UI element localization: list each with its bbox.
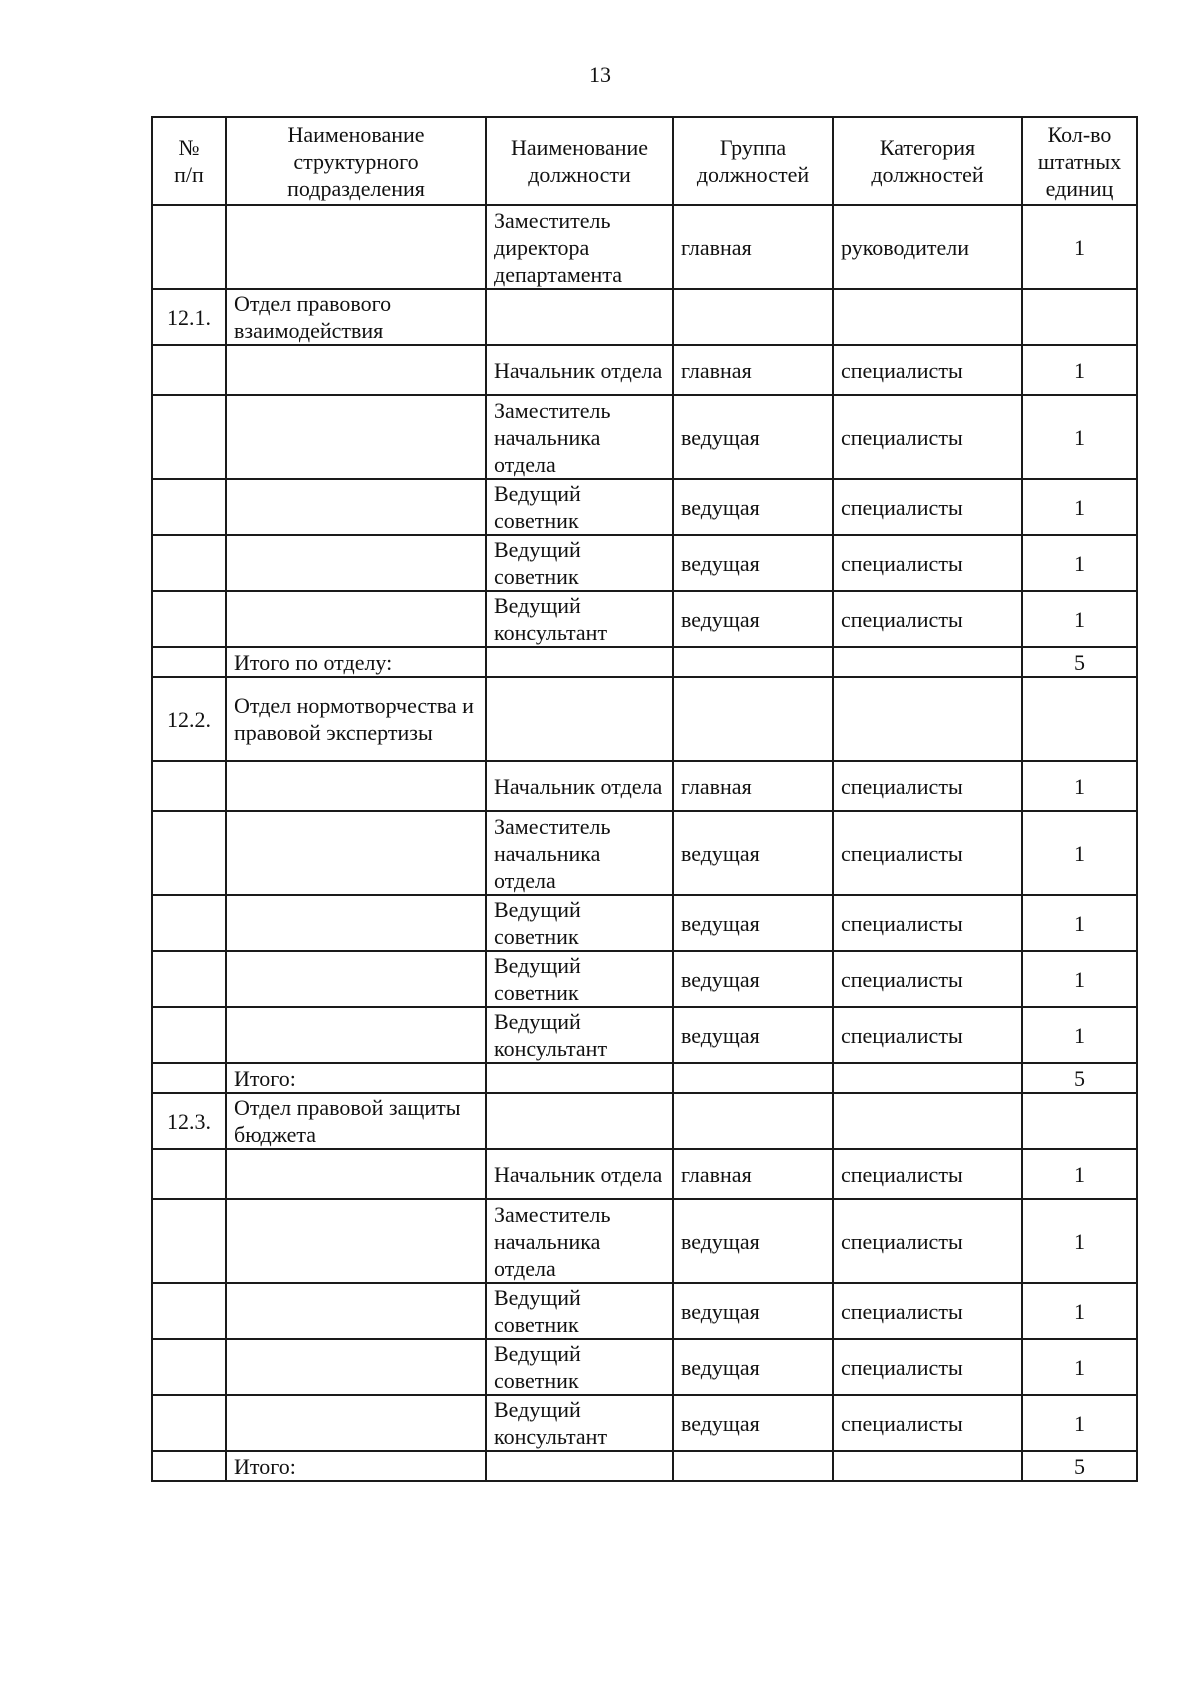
row-category: специалисты [833, 1283, 1022, 1339]
table-row [152, 1007, 1137, 1063]
row-position: Заместитель начальника отдела [486, 1199, 673, 1283]
table-row [152, 205, 1137, 289]
section-empty [673, 677, 833, 761]
row-position: Начальник отдела [486, 1149, 673, 1199]
total-num-empty [152, 1451, 226, 1481]
total-empty [486, 1063, 673, 1093]
row-group: ведущая [673, 395, 833, 479]
section-num: 12.3. [152, 1093, 226, 1149]
row-position: Ведущий консультант [486, 1395, 673, 1451]
header-category: Категория должностей [833, 117, 1022, 205]
table-row [152, 591, 1137, 647]
row-num [152, 895, 226, 951]
row-position: Заместитель начальника отдела [486, 811, 673, 895]
row-group: ведущая [673, 1007, 833, 1063]
header-group: Группа должностей [673, 117, 833, 205]
row-count: 1 [1022, 395, 1137, 479]
row-unit [226, 895, 486, 951]
table-body [152, 205, 1137, 1481]
row-category: специалисты [833, 395, 1022, 479]
row-group: ведущая [673, 1339, 833, 1395]
section-empty [1022, 677, 1137, 761]
row-category: специалисты [833, 535, 1022, 591]
section-row [152, 289, 1137, 345]
row-group: ведущая [673, 1395, 833, 1451]
row-num [152, 811, 226, 895]
row-position: Ведущий советник [486, 1339, 673, 1395]
total-empty [673, 1063, 833, 1093]
table-row [152, 1199, 1137, 1283]
row-count: 1 [1022, 761, 1137, 811]
row-group: главная [673, 345, 833, 395]
table-row [152, 1395, 1137, 1451]
total-empty [833, 1451, 1022, 1481]
section-empty [486, 1093, 673, 1149]
row-count: 1 [1022, 895, 1137, 951]
total-count: 5 [1022, 1063, 1137, 1093]
row-category: специалисты [833, 479, 1022, 535]
row-position: Начальник отдела [486, 345, 673, 395]
total-row [152, 647, 1137, 677]
row-num [152, 951, 226, 1007]
total-label: Итого по отделу: [226, 647, 486, 677]
row-unit [226, 395, 486, 479]
page-number: 13 [589, 62, 611, 87]
row-unit [226, 205, 486, 289]
row-count: 1 [1022, 205, 1137, 289]
row-position: Ведущий советник [486, 1283, 673, 1339]
row-unit [226, 345, 486, 395]
total-num-empty [152, 1063, 226, 1093]
section-empty [833, 677, 1022, 761]
table-row [152, 761, 1137, 811]
row-category: руководители [833, 205, 1022, 289]
section-empty [1022, 289, 1137, 345]
section-title: Отдел правового взаимодействия [226, 289, 486, 345]
table-row [152, 895, 1137, 951]
row-count: 1 [1022, 591, 1137, 647]
row-group: главная [673, 1149, 833, 1199]
section-empty [486, 677, 673, 761]
table-row [152, 535, 1137, 591]
total-label: Итого: [226, 1063, 486, 1093]
row-category: специалисты [833, 811, 1022, 895]
section-row [152, 677, 1137, 761]
row-position: Ведущий консультант [486, 591, 673, 647]
row-category: специалисты [833, 345, 1022, 395]
section-empty [833, 289, 1022, 345]
row-group: ведущая [673, 811, 833, 895]
row-num [152, 479, 226, 535]
total-empty [673, 1451, 833, 1481]
row-group: ведущая [673, 951, 833, 1007]
section-empty [1022, 1093, 1137, 1149]
section-empty [673, 289, 833, 345]
row-unit [226, 1339, 486, 1395]
row-position: Ведущий советник [486, 895, 673, 951]
table-header-row [152, 117, 1137, 205]
row-count: 1 [1022, 1199, 1137, 1283]
total-num-empty [152, 647, 226, 677]
total-empty [833, 647, 1022, 677]
row-unit [226, 811, 486, 895]
total-count: 5 [1022, 1451, 1137, 1481]
row-category: специалисты [833, 591, 1022, 647]
section-empty [486, 289, 673, 345]
row-group: ведущая [673, 895, 833, 951]
row-category: специалисты [833, 951, 1022, 1007]
row-unit [226, 1007, 486, 1063]
section-title: Отдел правовой защиты бюджета [226, 1093, 486, 1149]
section-row [152, 1093, 1137, 1149]
row-count: 1 [1022, 1149, 1137, 1199]
row-position: Заместитель директора департамента [486, 205, 673, 289]
total-empty [833, 1063, 1022, 1093]
row-category: специалисты [833, 761, 1022, 811]
total-row [152, 1451, 1137, 1481]
row-position: Ведущий консультант [486, 1007, 673, 1063]
table-row [152, 951, 1137, 1007]
row-category: специалисты [833, 1339, 1022, 1395]
table-row [152, 479, 1137, 535]
header-num: № п/п [152, 117, 226, 205]
row-unit [226, 1199, 486, 1283]
section-num: 12.1. [152, 289, 226, 345]
row-count: 1 [1022, 1339, 1137, 1395]
row-unit [226, 1395, 486, 1451]
header-unit: Наименование структурного подразделения [226, 117, 486, 205]
row-num [152, 345, 226, 395]
total-empty [486, 1451, 673, 1481]
row-group: ведущая [673, 1283, 833, 1339]
table-row [152, 345, 1137, 395]
row-count: 1 [1022, 1007, 1137, 1063]
section-num: 12.2. [152, 677, 226, 761]
row-count: 1 [1022, 1395, 1137, 1451]
row-count: 1 [1022, 479, 1137, 535]
row-count: 1 [1022, 535, 1137, 591]
row-position: Начальник отдела [486, 761, 673, 811]
row-count: 1 [1022, 951, 1137, 1007]
row-num [152, 205, 226, 289]
row-count: 1 [1022, 1283, 1137, 1339]
row-num [152, 1007, 226, 1063]
row-unit [226, 1149, 486, 1199]
row-num [152, 535, 226, 591]
row-group: главная [673, 761, 833, 811]
row-unit [226, 1283, 486, 1339]
table-row [152, 1283, 1137, 1339]
row-position: Заместитель начальника отдела [486, 395, 673, 479]
row-count: 1 [1022, 345, 1137, 395]
row-num [152, 1339, 226, 1395]
total-empty [673, 647, 833, 677]
row-category: специалисты [833, 1199, 1022, 1283]
row-category: специалисты [833, 1395, 1022, 1451]
header-position: Наименование должности [486, 117, 673, 205]
section-empty [833, 1093, 1022, 1149]
row-count: 1 [1022, 811, 1137, 895]
row-group: ведущая [673, 535, 833, 591]
row-group: ведущая [673, 591, 833, 647]
row-num [152, 1395, 226, 1451]
row-num [152, 591, 226, 647]
row-unit [226, 761, 486, 811]
row-group: ведущая [673, 1199, 833, 1283]
row-num [152, 395, 226, 479]
staff-table [151, 116, 1138, 1482]
total-empty [486, 647, 673, 677]
row-unit [226, 479, 486, 535]
table-row [152, 811, 1137, 895]
header-count: Кол-во штатных единиц [1022, 117, 1137, 205]
row-position: Ведущий советник [486, 951, 673, 1007]
table-row [152, 1339, 1137, 1395]
row-num [152, 1149, 226, 1199]
total-row [152, 1063, 1137, 1093]
row-group: ведущая [673, 479, 833, 535]
row-unit [226, 951, 486, 1007]
total-label: Итого: [226, 1451, 486, 1481]
row-unit [226, 591, 486, 647]
row-position: Ведущий советник [486, 535, 673, 591]
table-row [152, 1149, 1137, 1199]
row-num [152, 1283, 226, 1339]
row-unit [226, 535, 486, 591]
total-count: 5 [1022, 647, 1137, 677]
section-title: Отдел нормотворчества и правовой экспертизы [226, 677, 486, 761]
table-row [152, 395, 1137, 479]
row-num [152, 761, 226, 811]
row-group: главная [673, 205, 833, 289]
row-category: специалисты [833, 1007, 1022, 1063]
row-num [152, 1199, 226, 1283]
row-position: Ведущий советник [486, 479, 673, 535]
row-category: специалисты [833, 1149, 1022, 1199]
section-empty [673, 1093, 833, 1149]
row-category: специалисты [833, 895, 1022, 951]
